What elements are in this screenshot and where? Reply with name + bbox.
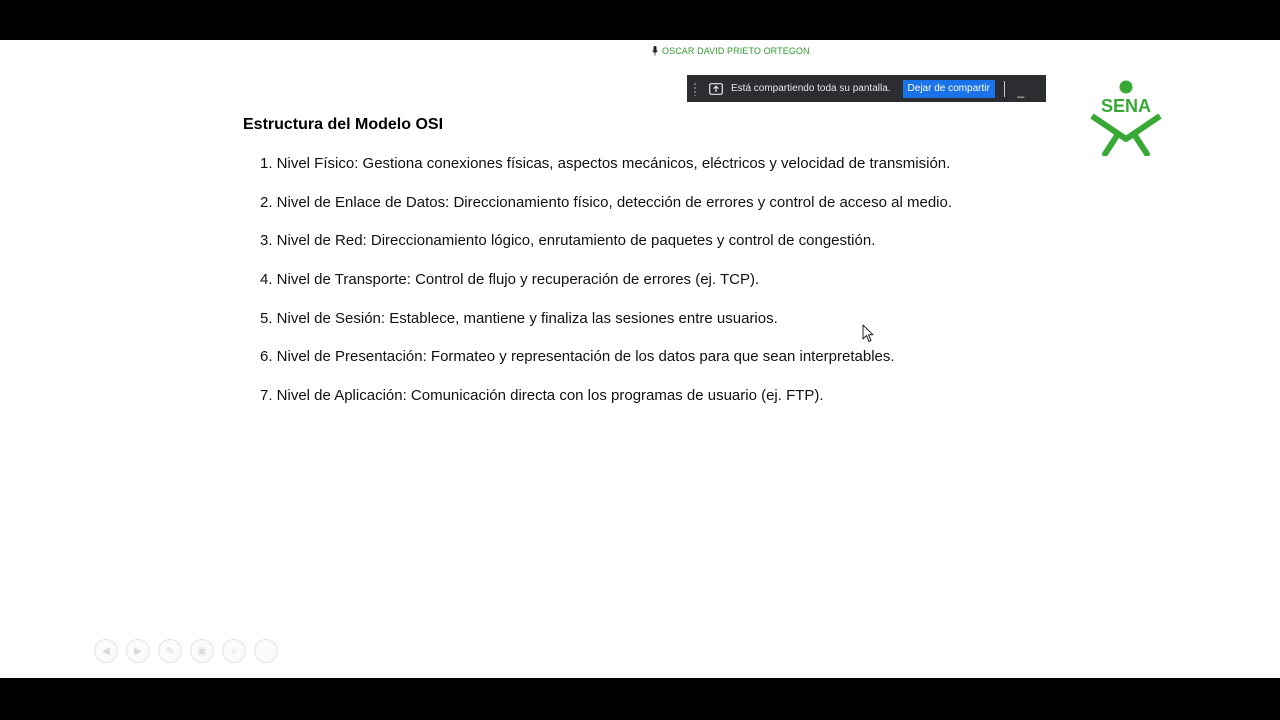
mouse-pointer-icon — [862, 324, 874, 343]
previous-slide-button[interactable] — [94, 639, 118, 663]
more-icon: ⋯ — [261, 645, 271, 657]
next-slide-button[interactable] — [126, 639, 150, 663]
magnifier-icon: ⌕ — [231, 645, 237, 657]
presentation-slide — [0, 40, 1280, 678]
logo-text: SENA — [1100, 96, 1152, 116]
zoom-button[interactable] — [222, 639, 246, 663]
slides-icon: ▣ — [197, 645, 207, 657]
share-status-text: Está compartiendo toda su pantalla. — [731, 83, 891, 94]
screen-share-bar — [687, 75, 1046, 102]
share-bar-divider — [1004, 81, 1005, 97]
arrow-left-icon: ◀ — [102, 645, 110, 657]
list-item: 7. Nivel de Aplicación: Comunicación directa con los programas de usuario (ej. FTP). — [260, 387, 824, 405]
list-item: 1. Nivel Físico: Gestiona conexiones físicas, aspectos mecánicos, eléctricos y velocidad de transmisión. — [260, 155, 951, 172]
pen-icon: ✎ — [165, 645, 175, 657]
osi-levels-list — [260, 155, 952, 426]
presentation-controls — [94, 639, 278, 663]
list-item: 5. Nivel de Sesión: Establece, mantiene y finaliza las sesiones entre usuarios. — [260, 309, 778, 327]
active-speaker-indicator — [652, 46, 810, 56]
slide-title: Estructura del Modelo OSI — [243, 116, 444, 133]
more-options-button[interactable] — [254, 639, 278, 663]
stop-sharing-button[interactable]: Dejar de compartir — [903, 80, 995, 98]
hide-share-bar-button[interactable]: _ — [1011, 80, 1031, 98]
all-slides-button[interactable] — [190, 639, 214, 663]
screen-share-icon — [709, 83, 723, 95]
list-item: 2. Nivel de Enlace de Datos: Direccionamiento físico, detección de errores y control de acceso al medio. — [260, 193, 953, 211]
pen-button[interactable] — [158, 639, 182, 663]
arrow-right-icon: ▶ — [134, 645, 142, 657]
drag-handle-icon[interactable] — [693, 82, 697, 96]
list-item: 4. Nivel de Transporte: Control de flujo y recuperación de errores (ej. TCP). — [260, 271, 760, 289]
microphone-icon — [652, 46, 658, 56]
list-item: 6. Nivel de Presentación: Formateo y representación de los datos para que sean interpretables. — [260, 348, 895, 366]
speaker-name: OSCAR DAVID PRIETO ORTEGON — [662, 46, 810, 56]
sena-logo — [1086, 76, 1166, 156]
list-item: 3. Nivel de Red: Direccionamiento lógico, enrutamiento de paquetes y control de congestión. — [260, 232, 876, 250]
